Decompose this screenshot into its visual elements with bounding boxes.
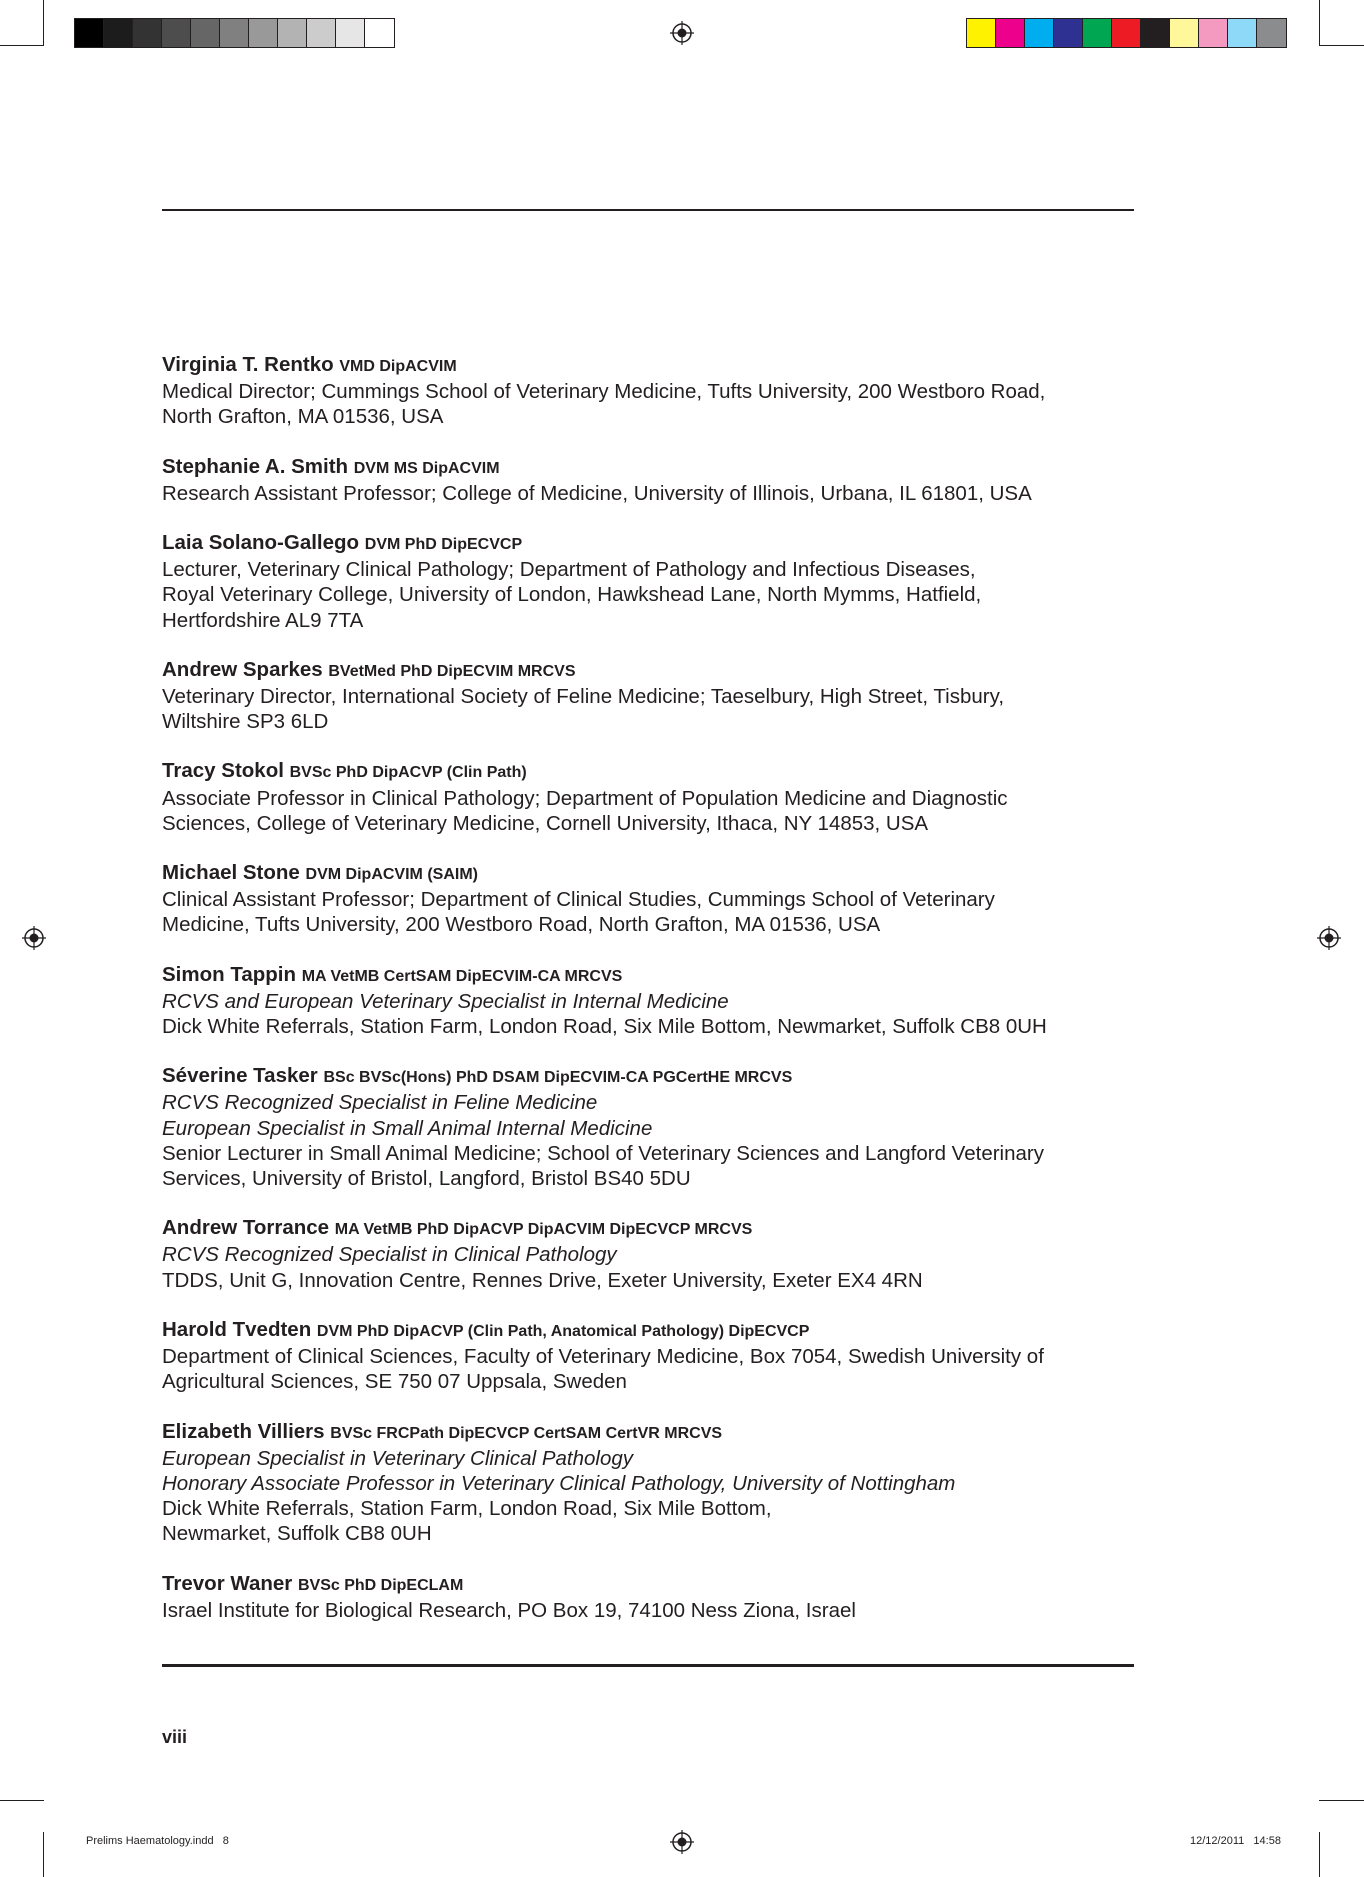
crop-mark-top-left-horizontal xyxy=(0,45,44,46)
contributor-specialism: RCVS Recognized Specialist in Clinical Pathology xyxy=(162,1243,617,1267)
contributor-affiliation-line: Wiltshire SP3 6LD xyxy=(162,710,329,734)
color-swatch xyxy=(1228,19,1257,47)
contributor-entry xyxy=(162,1419,1134,1547)
color-swatch xyxy=(191,19,220,47)
contributor-entry xyxy=(162,1215,1134,1293)
contributor-name: Simon Tappin xyxy=(162,962,297,986)
contributor-qualifications: MA VetMB CertSAM DipECVIM-CA MRCVS xyxy=(301,967,623,985)
contributor-heading xyxy=(162,860,1134,887)
contributor-entry xyxy=(162,1063,1134,1191)
contributor-heading xyxy=(162,1419,1134,1446)
color-swatch xyxy=(307,19,336,47)
slug-timestamp: 12/12/2011 14:58 xyxy=(1190,1835,1281,1847)
color-swatch xyxy=(104,19,133,47)
contributor-specialism: Honorary Associate Professor in Veterinary Clinical Pathology, University of Nottingham xyxy=(162,1471,956,1495)
contributor-affiliation-line: Department of Clinical Sciences, Faculty of Veterinary Medicine, Box 7054, Swedish University of xyxy=(162,1345,1044,1369)
contributor-entry xyxy=(162,962,1134,1040)
contributor-qualifications: MA VetMB PhD DipACVP DipACVIM DipECVCP MRCVS xyxy=(334,1221,753,1239)
contributor-name: Elizabeth Villiers xyxy=(162,1419,325,1443)
registration-mark-bottom-icon xyxy=(670,1830,694,1854)
contributor-qualifications: DVM PhD DipECVCP xyxy=(364,536,523,554)
contributor-specialism: European Specialist in Veterinary Clinical Pathology xyxy=(162,1446,633,1470)
grayscale-color-bar xyxy=(74,18,395,48)
contributor-affiliation-line: Medical Director; Cummings School of Veterinary Medicine, Tufts University, 200 Westboro Road, xyxy=(162,380,1046,404)
contributor-qualifications: BVetMed PhD DipECVIM MRCVS xyxy=(328,662,576,680)
crop-mark-bottom-left-vertical xyxy=(43,1832,44,1877)
color-swatch xyxy=(1025,19,1054,47)
process-color-bar xyxy=(966,18,1287,48)
contributor-qualifications: DVM PhD DipACVP (Clin Path, Anatomical Pathology) DipECVCP xyxy=(316,1322,810,1340)
color-swatch xyxy=(1257,19,1286,47)
color-swatch xyxy=(1141,19,1170,47)
contributor-heading xyxy=(162,962,1134,989)
contributor-entry xyxy=(162,1317,1134,1395)
contributor-qualifications: BVSc PhD DipACVP (Clin Path) xyxy=(289,764,527,782)
color-swatch xyxy=(162,19,191,47)
contributor-affiliation-line: Dick White Referrals, Station Farm, London Road, Six Mile Bottom, Newmarket, Suffolk CB8 0UH xyxy=(162,1015,1047,1039)
contributor-affiliation-line: Veterinary Director, International Society of Feline Medicine; Taeselbury, High Street, Tisbury, xyxy=(162,685,1005,709)
contributor-qualifications: BSc BVSc(Hons) PhD DSAM DipECVIM-CA PGCertHE MRCVS xyxy=(323,1069,793,1087)
contributor-name: Tracy Stokol xyxy=(162,759,284,783)
contributor-entry xyxy=(162,657,1134,735)
color-swatch xyxy=(249,19,278,47)
contributor-affiliation-line: TDDS, Unit G, Innovation Centre, Rennes Drive, Exeter University, Exeter EX4 4RN xyxy=(162,1268,923,1292)
contributor-specialism: RCVS Recognized Specialist in Feline Medicine xyxy=(162,1091,598,1115)
color-swatch xyxy=(365,19,394,47)
contributor-qualifications: VMD DipACVIM xyxy=(339,358,457,375)
contributor-qualifications: BVSc PhD DipECLAM xyxy=(297,1576,464,1594)
contributor-affiliation-line: Lecturer, Veterinary Clinical Pathology; Department of Pathology and Infectious Diseases, xyxy=(162,558,976,582)
contributor-name: Harold Tvedten xyxy=(162,1317,312,1341)
contributor-heading xyxy=(162,1215,1134,1242)
contributor-heading xyxy=(162,454,1134,481)
contributor-name: Laia Solano-Gallego xyxy=(162,531,360,555)
bottom-rule xyxy=(162,1664,1134,1667)
contributor-affiliation-line: Newmarket, Suffolk CB8 0UH xyxy=(162,1522,432,1546)
color-swatch xyxy=(1054,19,1083,47)
contributor-name: Andrew Sparkes xyxy=(162,657,323,681)
crop-mark-top-right-horizontal xyxy=(1319,45,1364,46)
color-swatch xyxy=(1199,19,1228,47)
contributor-heading xyxy=(162,657,1134,684)
color-swatch xyxy=(967,19,996,47)
contributor-name: Andrew Torrance xyxy=(162,1216,330,1240)
crop-mark-top-left-vertical xyxy=(43,0,44,45)
contributor-heading xyxy=(162,352,1134,379)
color-swatch xyxy=(75,19,104,47)
contributor-heading xyxy=(162,1317,1134,1344)
contributor-name: Stephanie A. Smith xyxy=(162,454,349,478)
color-swatch xyxy=(1112,19,1141,47)
contributor-name: Virginia T. Rentko xyxy=(162,353,334,376)
contributor-affiliation-line: Associate Professor in Clinical Pathology; Department of Population Medicine and Diagnostic xyxy=(162,786,1008,810)
crop-mark-bottom-right-vertical xyxy=(1319,1832,1320,1877)
contributor-entry xyxy=(162,758,1134,836)
contributor-affiliation-line: Royal Veterinary College, University of London, Hawkshead Lane, North Mymms, Hatfield, xyxy=(162,583,982,607)
slug-filename: Prelims Haematology.indd 8 xyxy=(86,1835,229,1847)
contributor-name: Trevor Waner xyxy=(162,1571,293,1595)
contributor-entry xyxy=(162,530,1134,633)
color-swatch xyxy=(336,19,365,47)
registration-mark-left-icon xyxy=(22,926,46,950)
contributor-affiliation-line: Medicine, Tufts University, 200 Westboro Road, North Grafton, MA 01536, USA xyxy=(162,913,881,937)
contributor-affiliation-line: Senior Lecturer in Small Animal Medicine; School of Veterinary Sciences and Langford Veterinary xyxy=(162,1141,1044,1165)
contributor-qualifications: DVM MS DipACVIM xyxy=(353,459,500,477)
contributor-entry xyxy=(162,352,1134,430)
contributor-specialism: European Specialist in Small Animal Internal Medicine xyxy=(162,1116,653,1140)
contributor-affiliation-line: Clinical Assistant Professor; Department of Clinical Studies, Cummings School of Veterinary xyxy=(162,888,995,912)
contributor-specialism: RCVS and European Veterinary Specialist in Internal Medicine xyxy=(162,989,729,1013)
crop-mark-bottom-left-horizontal xyxy=(0,1800,44,1801)
color-swatch xyxy=(996,19,1025,47)
contributor-entry xyxy=(162,454,1134,506)
color-swatch xyxy=(1083,19,1112,47)
contributor-affiliation-line: North Grafton, MA 01536, USA xyxy=(162,405,444,429)
contributor-qualifications: BVSc FRCPath DipECVCP CertSAM CertVR MRCVS xyxy=(330,1424,723,1442)
color-swatch xyxy=(133,19,162,47)
contributor-affiliation-line: Agricultural Sciences, SE 750 07 Uppsala, Sweden xyxy=(162,1370,627,1394)
contributor-affiliation-line: Sciences, College of Veterinary Medicine, Cornell University, Ithaca, NY 14853, USA xyxy=(162,811,929,835)
color-swatch xyxy=(1170,19,1199,47)
contributor-heading xyxy=(162,530,1134,557)
contributor-heading xyxy=(162,758,1134,785)
contributor-affiliation-line: Dick White Referrals, Station Farm, London Road, Six Mile Bottom, xyxy=(162,1497,772,1521)
contributor-entry xyxy=(162,1571,1134,1623)
contributor-qualifications: DVM DipACVIM (SAIM) xyxy=(305,866,478,884)
color-swatch xyxy=(278,19,307,47)
crop-mark-bottom-right-horizontal xyxy=(1319,1800,1364,1801)
contributor-affiliation-line: Israel Institute for Biological Research, PO Box 19, 74100 Ness Ziona, Israel xyxy=(162,1598,856,1622)
contributor-affiliation-line: Research Assistant Professor; College of Medicine, University of Illinois, Urbana, IL 61801, USA xyxy=(162,481,1032,505)
contributor-affiliation-line: Services, University of Bristol, Langford, Bristol BS40 5DU xyxy=(162,1167,691,1191)
registration-mark-right-icon xyxy=(1317,926,1341,950)
contributor-name: Séverine Tasker xyxy=(162,1064,318,1088)
contributor-affiliation-line: Hertfordshire AL9 7TA xyxy=(162,608,364,632)
page-number: viii xyxy=(162,1727,188,1747)
color-swatch xyxy=(220,19,249,47)
contributor-name: Michael Stone xyxy=(162,861,300,885)
contributor-heading xyxy=(162,1571,1134,1598)
top-rule xyxy=(162,209,1134,211)
contributor-list xyxy=(162,352,1134,1647)
registration-mark-top-icon xyxy=(670,21,694,45)
crop-mark-top-right-vertical xyxy=(1319,0,1320,45)
contributor-heading xyxy=(162,1063,1134,1090)
contributor-entry xyxy=(162,860,1134,938)
